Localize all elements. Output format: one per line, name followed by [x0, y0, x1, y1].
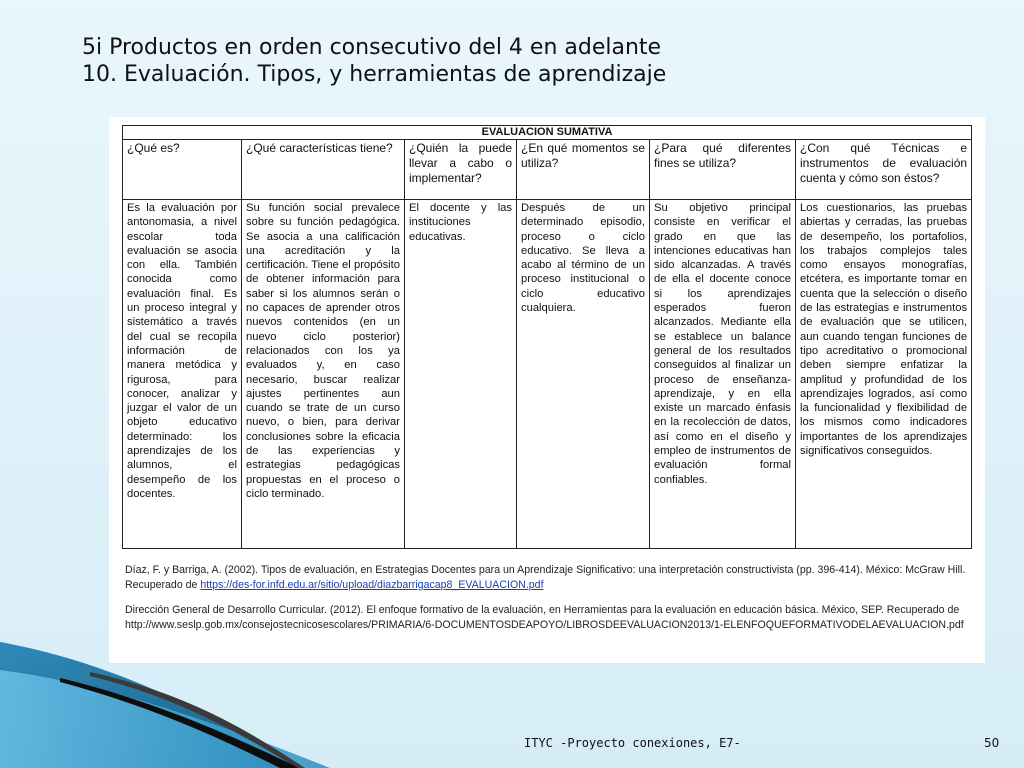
answer-cell: Después de un determinado episodio, proceso o ciclo educativo. Se lleva a acabo al término de un proceso institucional o ciclo educativo cualquiera. — [517, 200, 650, 549]
references — [125, 563, 975, 643]
footer-text: ITYC -Proyecto conexiones, E7- — [524, 736, 741, 750]
page-number: 50 — [984, 736, 1000, 750]
table-image — [109, 117, 985, 663]
reference-1-text: Díaz, F. y Barriga, A. (2002). Tipos de evaluación, en Estrategias Docentes para un Aprendizaje Significativo: una interpretación constructivista (pp. 396-414). México: McGraw Hill. Recuperado de — [125, 564, 966, 591]
answer-cell: Los cuestionarios, las pruebas abiertas y cerradas, las pruebas de desempeño, los portafolios, los trabajos complejos tales como ensayos monografías, etcétera, es importante tomar en cuenta que la selección o diseño de las estrategias e instrumentos de evaluación que se utilicen, aun cuando tengan funciones de tipo acreditativo o promocional deben siempre enfatizar la amplitud y profundidad de los aprendizajes logrados, así como la funcionalidad y flexibilidad de los mismos como indicadores importantes de los aprendizajes significativos conseguidos. — [796, 200, 972, 549]
header-cell: ¿Qué características tiene? — [242, 140, 405, 200]
title-line-2: 10. Evaluación. Tipos, y herramientas de aprendizaje — [82, 62, 667, 87]
reference-1 — [125, 563, 975, 593]
answer-cell: Es la evaluación por antonomasia, a nivel escolar toda evaluación se asocia con ella. También conocida como evaluación final. Es un proceso integral y sistemático a través del cual se recopila información de manera metódica y rigurosa, para conocer, analizar y juzgar el valor de un objeto educativo determinado: los aprendizajes de los alumnos, el desempeño de los docentes. — [123, 200, 242, 549]
table-row — [123, 200, 972, 549]
answer-cell: El docente y las instituciones educativas. — [405, 200, 517, 549]
slide-title — [82, 34, 982, 88]
header-cell: ¿Quién la puede llevar a cabo o implementar? — [405, 140, 517, 200]
reference-2: Dirección General de Desarrollo Curricular. (2012). El enfoque formativo de la evaluación, en Herramientas para la evaluación en educación básica. México, SEP. Recuperado de http://www.seslp.gob.mx/consejostecnicosescolares/PRIMARIA/6-DOCUMENTOSDEAPOYO/LIBROSDEEVALUACION2013/1-ELENFOQUEFORMATIVODELAEVALUACION.pdf — [125, 604, 964, 631]
header-cell: ¿Para qué diferentes fines se utiliza? — [650, 140, 796, 200]
table-header-row — [123, 140, 972, 200]
header-cell: ¿En qué momentos se utiliza? — [517, 140, 650, 200]
answer-cell: Su objetivo principal consiste en verificar el grado en que las intenciones educativas han sido alcanzadas. A través de ella el docente conoce si los aprendizajes esperados fueron alcanzados. Mediante ella se establece un balance general de los resultados conseguidos al finalizar un proceso de enseñanza-aprendizaje, y en ella existe un marcado énfasis en la recolección de datos, así como en el diseño y empleo de instrumentos de evaluación formal confiables. — [650, 200, 796, 549]
reference-1-link[interactable]: https://des-for.infd.edu.ar/sitio/upload/diazbarrigacap8_EVALUACION.pdf — [200, 579, 544, 591]
answer-cell: Su función social prevalece sobre su función pedagógica. Se asocia a una calificación una acreditación y la certificación. Tiene el propósito de obtener información para saber si los alumnos serán o no capaces de aprender otros nuevos contenidos (en un nuevo ciclo posterior) relacionados con los ya evaluados y, en caso necesario, buscar realizar ajustes pertinentes aun cuando se trate de un curso nuevo, o bien, para derivar conclusiones sobre la eficacia de las experiencias y estrategias pedagógicas propuestas en el proceso o ciclo terminado. — [242, 200, 405, 549]
title-line-1: 5i Productos en orden consecutivo del 4 en adelante — [82, 35, 662, 60]
header-cell: ¿Qué es? — [123, 140, 242, 200]
evaluation-table — [122, 125, 972, 549]
header-cell: ¿Con qué Técnicas e instrumentos de evaluación cuenta y cómo son éstos? — [796, 140, 972, 200]
table-banner: EVALUACION SUMATIVA — [123, 126, 972, 140]
decorative-swoosh — [0, 640, 420, 768]
